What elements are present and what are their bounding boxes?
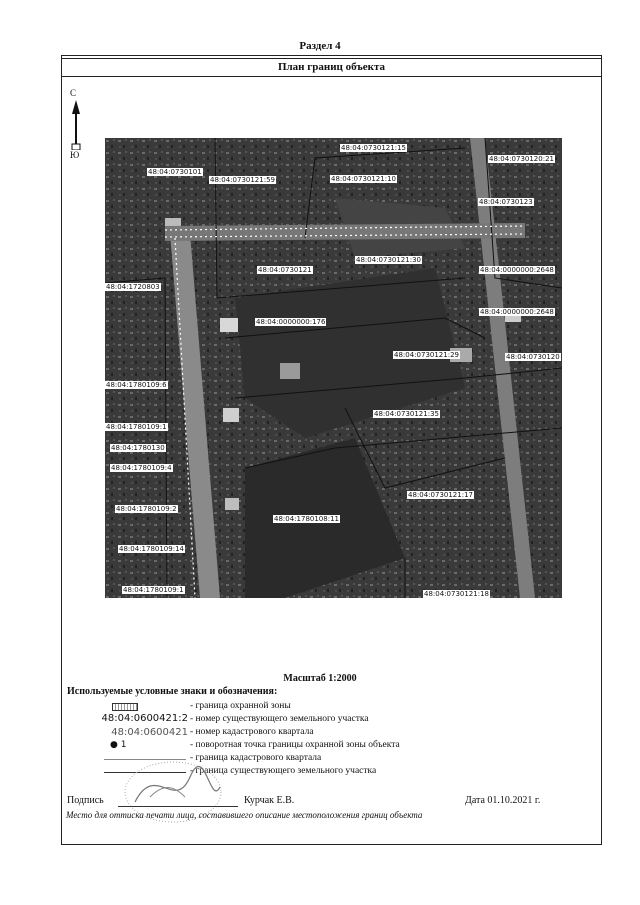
map-label: 48:04:0730121:17: [408, 491, 473, 499]
compass-arrow-icon: [71, 100, 81, 150]
map-label: 48:04:1780108:11: [274, 515, 339, 523]
legend-text: - номер кадастрового квартала: [190, 727, 314, 737]
signer-name: Курчак Е.В.: [244, 795, 295, 806]
south-label: Ю: [70, 150, 80, 160]
map-label: 48:04:0730101: [148, 168, 202, 176]
map-label: 48:04:0730121:30: [356, 256, 421, 264]
north-arrow: [68, 88, 88, 163]
legend-point-symbol: ● 1: [110, 740, 127, 750]
map-label: 48:04:0730121:35: [374, 410, 439, 418]
document-date: Дата 01.10.2021 г.: [465, 795, 541, 806]
map-label: 48:04:1780109:6: [106, 381, 167, 389]
legend-text: - граница охранной зоны: [190, 701, 291, 711]
map-label: 48:04:0000000:176: [256, 318, 326, 326]
map-label: 48:04:0730121:18: [424, 590, 489, 598]
map-label: 48:04:1780109:14: [119, 545, 184, 553]
legend-text: - граница существующего земельного участка: [190, 766, 377, 776]
map-scale: Масштаб 1:2000: [283, 673, 357, 684]
map-label: 48:04:0730121:59: [210, 176, 275, 184]
map-label: 48:04:0730121:29: [394, 351, 459, 359]
stamp-place-note: Место для оттиска печати лица, составившего описание местоположения границ объекта: [66, 810, 423, 820]
map-label: 48:04:0730120: [506, 353, 560, 361]
map-label: 48:04:1780130: [111, 444, 165, 452]
section-title: Раздел 4: [299, 40, 341, 52]
north-label: С: [70, 88, 77, 98]
legend-zone-swatch: [112, 703, 138, 711]
map-label: 48:04:1720803: [106, 283, 160, 291]
map-label: 48:04:0730121:10: [331, 175, 396, 183]
legend-text: - номер существующего земельного участка: [190, 714, 369, 724]
map-label: 48:04:0730121:15: [341, 144, 406, 152]
map-label: 48:04:0730121: [258, 266, 312, 274]
legend-text: - поворотная точка границы охранной зоны объекта: [190, 740, 400, 750]
legend-title: Используемые условные знаки и обозначения:: [67, 686, 278, 697]
legend-text: - граница кадастрового квартала: [190, 753, 322, 763]
signature-line: [118, 806, 238, 807]
stamp-signature-image: [115, 752, 240, 832]
map-label: 48:04:0730123: [479, 198, 533, 206]
map-label: 48:04:1780109:4: [111, 464, 172, 472]
map-label: 48:04:0730120:21: [489, 155, 554, 163]
map-label: 48:04:1780109:1: [106, 423, 167, 431]
map-label: 48:04:1780109:2: [116, 505, 177, 513]
map-label: 48:04:0000000:2648: [480, 308, 554, 316]
legend-symbol: 48:04:0600421: [111, 727, 188, 738]
map-labels: [105, 138, 562, 598]
plan-title: План границ объекта: [61, 58, 602, 77]
map-label: 48:04:1780109:1: [123, 586, 184, 594]
map-label: 48:04:0000000:2648: [480, 266, 554, 274]
legend-symbol: 48:04:0600421:2: [101, 713, 188, 724]
signature-label: Подпись: [67, 795, 104, 806]
